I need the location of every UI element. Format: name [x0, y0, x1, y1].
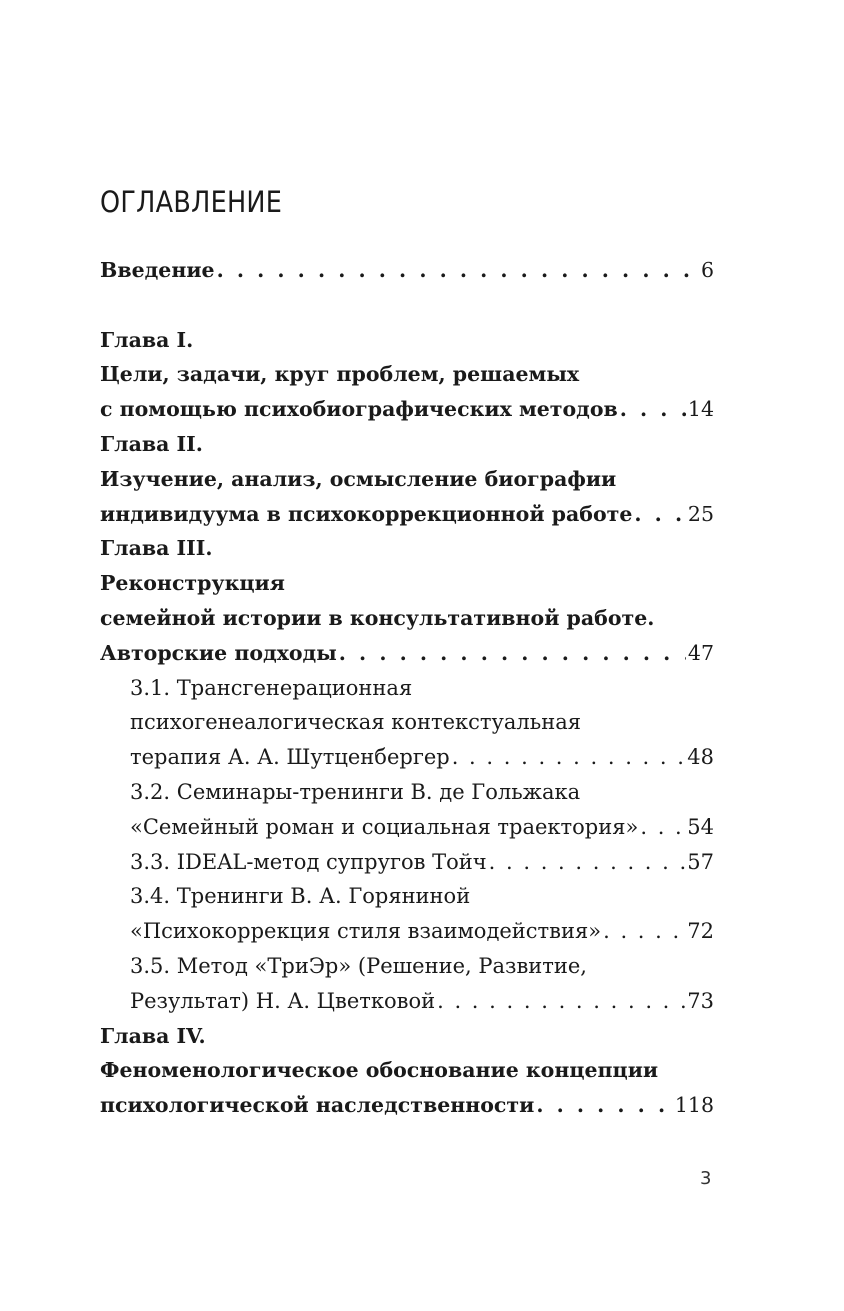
toc-chapter-label: Глава II.	[100, 431, 203, 456]
toc-entry-title: «Психокоррекция стиля взаимодействия»	[130, 919, 602, 944]
toc-section-title: 3.2. Семинары-тренинги В. де Гольжака	[130, 779, 581, 804]
spacer	[100, 288, 714, 323]
toc-page-number: 57	[687, 849, 714, 874]
dot-leader	[217, 253, 699, 288]
toc-entry-title: с помощью психобиографических методов	[100, 397, 618, 422]
toc-entry-title: 3.3. IDEAL-метод супругов Тойч	[130, 849, 487, 874]
toc-chapter-title: Цели, задачи, круг проблем, решаемых	[100, 362, 580, 387]
toc-entry-title: Введение	[100, 258, 215, 282]
dot-leader	[339, 636, 686, 671]
toc-entry-title: психологической наследственности	[100, 1093, 535, 1118]
book-page	[100, 0, 714, 1311]
toc-page-number: 25	[687, 501, 714, 526]
toc-section-title: 3.1. Трансгенерационная	[130, 675, 413, 700]
toc-chapter-label: Глава I.	[100, 327, 194, 352]
dot-leader	[620, 392, 686, 427]
toc-entry-title: терапия А. А. Шутценбергер	[130, 745, 450, 770]
toc-page-number: 118	[674, 1093, 714, 1118]
toc-entry-section-3-4	[100, 914, 714, 949]
toc-entry-title: Результат) Н. А. Цветковой	[130, 988, 436, 1013]
toc-entry-introduction	[100, 253, 714, 288]
toc-entry-chapter-3	[100, 636, 714, 671]
toc-section-title: психогенеалогическая контекстуальная	[130, 710, 581, 735]
dot-leader	[452, 740, 686, 775]
toc-entry-section-3-2	[100, 810, 714, 845]
toc-page-number: 48	[687, 745, 714, 770]
toc-heading: ОГЛАВЛЕНИЕ	[100, 185, 283, 219]
toc-entry-title: «Семейный роман и социальная траектория»	[130, 814, 639, 839]
dot-leader	[634, 497, 686, 532]
toc-entry-chapter-2	[100, 497, 714, 532]
toc-page-number: 72	[687, 919, 714, 944]
toc-chapter-title: Реконструкция	[100, 571, 285, 596]
toc-page-number: 54	[687, 814, 714, 839]
toc-entry-section-3-5	[100, 984, 714, 1019]
dot-leader	[489, 845, 686, 880]
table-of-contents	[100, 253, 714, 1123]
toc-section-title: 3.5. Метод «ТриЭр» (Решение, Развитие,	[130, 953, 587, 978]
dot-leader	[536, 1088, 673, 1123]
toc-chapter-title: Феноменологическое обоснование концепции	[100, 1058, 659, 1083]
toc-entry-section-3-3	[100, 845, 714, 880]
dot-leader	[640, 810, 685, 845]
toc-chapter-title: Изучение, анализ, осмысление биографии	[100, 466, 617, 491]
dot-leader	[603, 914, 685, 949]
toc-page-number: 14	[687, 397, 714, 422]
toc-entry-section-3-1	[100, 740, 714, 775]
toc-chapter-label: Глава IV.	[100, 1023, 206, 1048]
toc-page-number: 73	[687, 988, 714, 1013]
toc-entry-chapter-4	[100, 1088, 714, 1123]
toc-entry-title: индивидуума в психокоррекционной работе	[100, 501, 633, 526]
toc-entry-title: Авторские подходы	[100, 640, 337, 665]
toc-page-number: 47	[687, 640, 714, 665]
dot-leader	[437, 984, 685, 1019]
toc-chapter-title: семейной истории в консультативной работе.	[100, 605, 655, 630]
toc-entry-chapter-1	[100, 392, 714, 427]
toc-section-title: 3.4. Тренинги В. А. Горяниной	[130, 884, 471, 909]
toc-page-number: 6	[700, 258, 714, 282]
page-number: 3	[700, 1168, 712, 1189]
toc-chapter-label: Глава III.	[100, 536, 213, 561]
